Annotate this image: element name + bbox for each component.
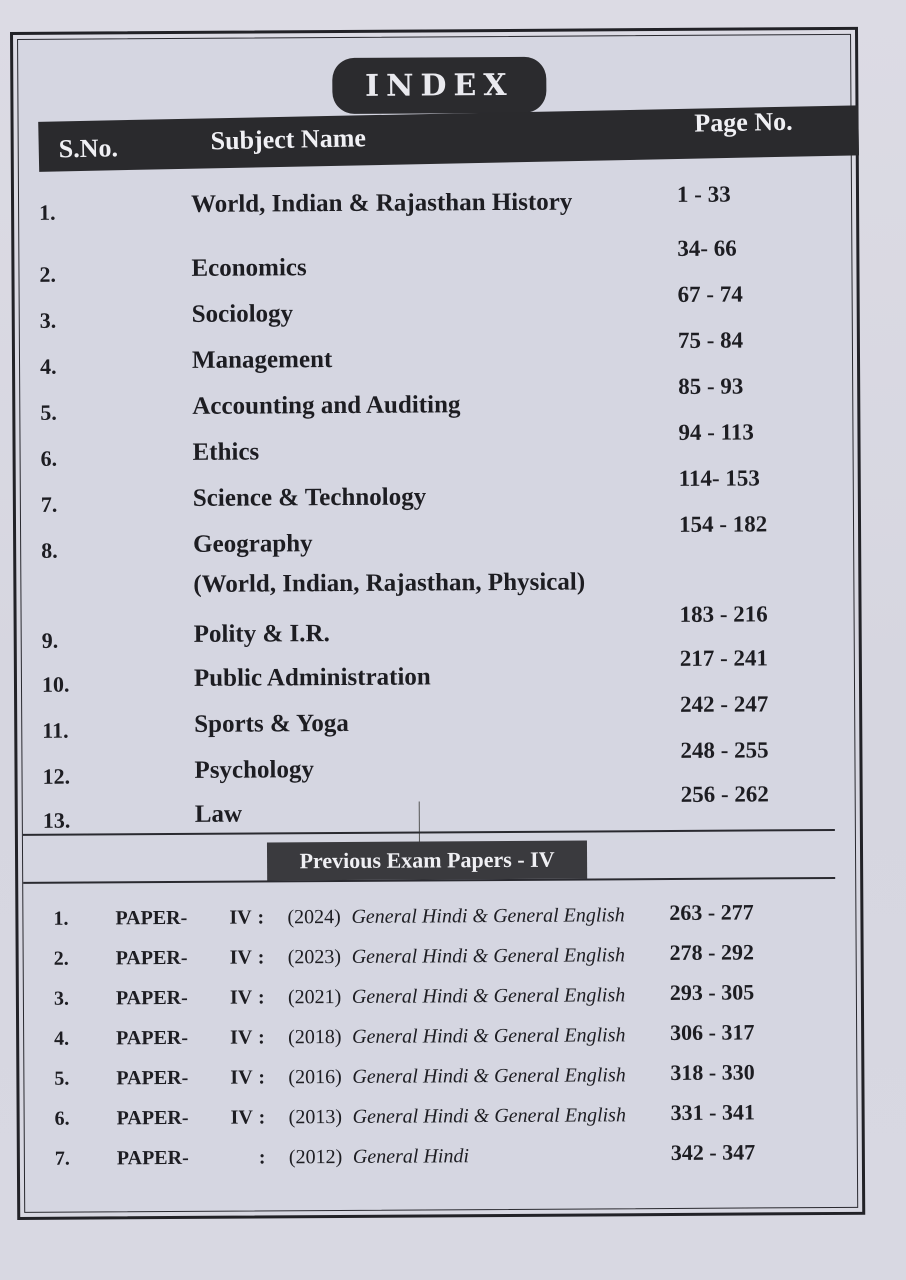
paper-sno: 7. [54,1147,70,1170]
paper-pages: 306 - 317 [670,1019,755,1045]
paper-colon: : [258,1106,266,1129]
header-sno: S.No. [58,133,119,164]
paper-sno: 2. [53,947,69,970]
subject-pages: 85 - 93 [678,373,744,399]
paper-label: PAPER- [116,1106,189,1130]
paper-row [24,1059,844,1100]
paper-year: (2021) [287,985,342,1009]
paper-pages: 278 - 292 [669,939,755,965]
paper-roman: IV [230,1106,253,1129]
paper-row [24,1019,844,1060]
subject-sno: 3. [39,307,57,333]
subject-name: Sociology [191,300,294,328]
paper-title: General Hindi & General English [352,1104,627,1128]
paper-year: (2023) [287,945,342,969]
subject-sno: 12. [42,763,71,789]
paper-title: General Hindi & General English [352,1064,626,1088]
subject-name: Psychology [194,756,315,784]
subject-sno: 10. [41,671,70,697]
header-subject-name: Subject Name [210,123,367,156]
subject-sno: 11. [42,717,69,743]
index-page-frame [10,27,865,1220]
paper-label: PAPER- [115,906,188,930]
subject-sno: 5. [40,399,57,425]
paper-title: General Hindi [352,1145,470,1168]
paper-pages: 331 - 341 [670,1099,756,1125]
paper-sno: 5. [54,1067,70,1090]
subject-name: Geography [193,530,313,558]
paper-label: PAPER- [116,1026,189,1050]
paper-roman: IV [230,1026,253,1049]
paper-label: PAPER- [116,1066,189,1090]
paper-colon: : [258,1026,265,1049]
subject-sno: 8. [41,537,58,563]
previous-papers-section-header [267,840,587,880]
paper-colon: : [257,946,265,969]
subject-pages: 114- 153 [678,465,760,491]
subject-sno: 1. [39,199,56,225]
paper-pages: 293 - 305 [669,979,755,1005]
paper-roman: IV [230,1066,253,1089]
paper-label: PAPER- [115,946,188,970]
subject-sno: 4. [39,353,57,379]
paper-roman: IV [229,906,252,929]
paper-sno: 3. [53,987,69,1010]
subject-pages: 248 - 255 [680,737,769,763]
paper-colon: : [258,1146,266,1169]
index-title-badge [332,57,546,114]
paper-label: PAPER- [115,986,188,1010]
subject-name: Management [191,346,333,374]
subject-name: World, Indian & Rajasthan History [190,188,573,218]
subject-sno: 9. [41,627,59,653]
subject-name: Economics [191,254,307,282]
subject-sno: 13. [42,807,71,833]
paper-year: (2024) [287,905,341,929]
paper-pages: 263 - 277 [669,899,754,925]
paper-title: General Hindi & General English [351,904,625,928]
subject-pages: 242 - 247 [680,691,769,717]
subject-sno: 6. [40,445,58,471]
subject-row [21,511,841,598]
paper-colon: : [258,1066,266,1089]
index-title: INDEX [364,67,514,104]
subject-sno: 7. [40,491,58,517]
subject-row [19,181,839,226]
paper-year: (2018) [288,1025,342,1049]
paper-sno: 4. [54,1027,70,1050]
subject-pages: 154 - 182 [678,511,768,537]
header-page-no: Page No. [694,106,793,138]
paper-year: (2013) [288,1105,343,1129]
table-header-bar [38,105,859,171]
subject-name: Sports & Yoga [194,709,349,738]
paper-row [25,1099,845,1140]
index-inner-border [17,34,858,1213]
subject-pages: 183 - 216 [679,601,768,627]
subject-sno: 2. [39,261,57,287]
paper-row [25,1139,845,1180]
subject-name: Polity & I.R. [193,620,330,648]
subject-row [23,781,843,834]
paper-label: PAPER- [116,1146,189,1170]
subject-pages: 256 - 262 [680,781,769,807]
subject-name: Law [194,800,243,828]
subject-name: Public Administration [193,663,431,692]
subject-name: Accounting and Auditing [192,391,461,420]
paper-year: (2012) [288,1145,343,1169]
paper-roman: IV [229,946,252,969]
subject-name: Ethics [192,438,260,466]
paper-title: General Hindi & General English [352,1024,626,1048]
paper-row [24,939,844,980]
paper-colon: : [257,986,265,1009]
paper-sno: 6. [54,1107,70,1130]
subject-pages: 67 - 74 [677,281,743,307]
paper-pages: 318 - 330 [670,1059,755,1085]
subject-pages: 75 - 84 [677,327,744,353]
paper-roman: IV [229,986,253,1009]
subject-pages: 1 - 33 [676,181,731,207]
subject-subtitle: (World, Indian, Rajasthan, Physical) [193,568,586,598]
subject-name: Science & Technology [192,483,427,512]
previous-papers-title: Previous Exam Papers - IV [299,846,555,874]
paper-title: General Hindi & General English [351,944,626,968]
paper-row [24,979,844,1020]
paper-pages: 342 - 347 [670,1139,756,1165]
paper-sno: 1. [53,907,69,930]
paper-title: General Hindi & General English [351,984,626,1008]
paper-colon: : [257,906,265,929]
subject-pages: 94 - 113 [678,419,754,445]
subject-pages: 217 - 241 [679,645,769,671]
paper-year: (2016) [288,1065,342,1089]
paper-row [23,899,843,940]
subject-pages: 34- 66 [677,235,737,261]
